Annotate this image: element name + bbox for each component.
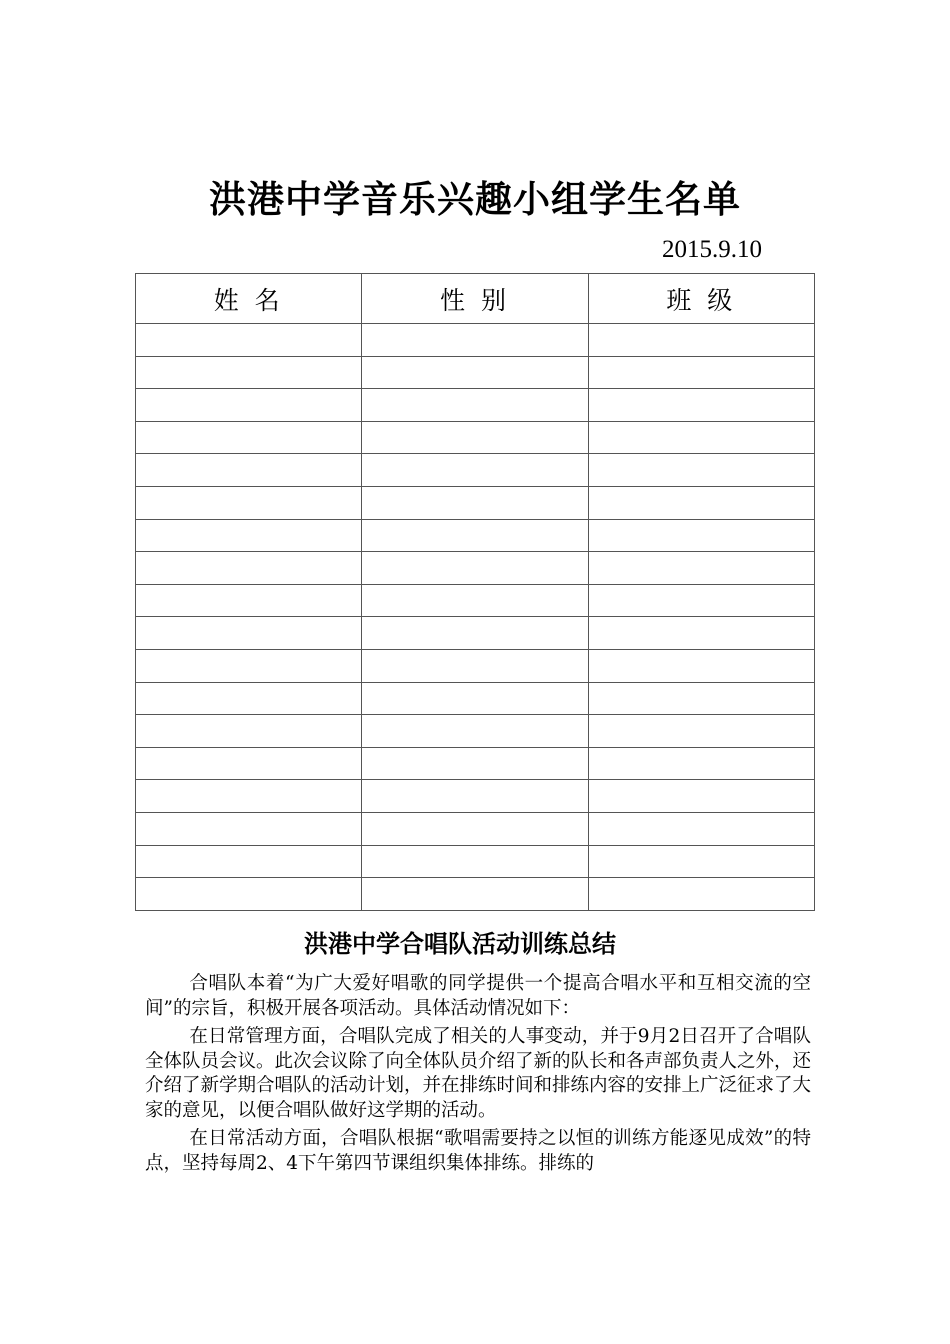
table-cell bbox=[362, 747, 588, 780]
table-row bbox=[136, 584, 815, 617]
document-date: 2015.9.10 bbox=[662, 236, 762, 263]
table-row bbox=[136, 552, 815, 585]
column-header-class: 班 级 bbox=[588, 274, 814, 324]
table-row bbox=[136, 649, 815, 682]
table-cell bbox=[362, 454, 588, 487]
table-cell bbox=[136, 389, 362, 422]
column-header-name: 姓 名 bbox=[136, 274, 362, 324]
table-cell bbox=[362, 356, 588, 389]
table-cell bbox=[362, 552, 588, 585]
table-cell bbox=[588, 584, 814, 617]
table-cell bbox=[136, 715, 362, 748]
table-header-row bbox=[136, 274, 815, 324]
table-cell bbox=[362, 780, 588, 813]
table-cell bbox=[588, 454, 814, 487]
table-cell bbox=[588, 421, 814, 454]
table-cell bbox=[588, 845, 814, 878]
table-row bbox=[136, 715, 815, 748]
table-row bbox=[136, 421, 815, 454]
table-row bbox=[136, 324, 815, 357]
table-cell bbox=[362, 519, 588, 552]
column-header-gender: 性 别 bbox=[362, 274, 588, 324]
table-cell bbox=[362, 389, 588, 422]
table-row bbox=[136, 486, 815, 519]
table-cell bbox=[136, 812, 362, 845]
table-cell bbox=[136, 584, 362, 617]
table-cell bbox=[136, 617, 362, 650]
table-cell bbox=[588, 715, 814, 748]
table-cell bbox=[362, 845, 588, 878]
table-cell bbox=[136, 552, 362, 585]
paragraph: 在日常管理方面，合唱队完成了相关的人事变动，并于9月2日召开了合唱队全体队员会议。此次会议除了向全体队员介绍了新的队长和各声部负责人之外，还介绍了新学期合唱队的活动计划，并在排练时间和排练内容的安排上广泛征求了大家的意见，以便合唱队做好这学期的活动。 bbox=[145, 1026, 812, 1121]
table-cell bbox=[588, 356, 814, 389]
table-row bbox=[136, 356, 815, 389]
table-cell bbox=[362, 421, 588, 454]
table-row bbox=[136, 747, 815, 780]
table-cell bbox=[362, 617, 588, 650]
document-title: 洪港中学音乐兴趣小组学生名单 bbox=[209, 178, 741, 221]
table-body bbox=[136, 324, 815, 911]
table-row bbox=[136, 780, 815, 813]
table-cell bbox=[588, 812, 814, 845]
table-row bbox=[136, 389, 815, 422]
table-row bbox=[136, 682, 815, 715]
summary-body bbox=[145, 972, 811, 1180]
paragraph: 在日常活动方面，合唱队根据“歌唱需要持之以恒的训练方能逐见成效”的特点，坚持每周2、4下午第四节课组织集体排练。排练的 bbox=[145, 1128, 811, 1174]
table-cell bbox=[136, 421, 362, 454]
table-cell bbox=[588, 486, 814, 519]
section-title: 洪港中学合唱队活动训练总结 bbox=[304, 930, 616, 958]
table-row bbox=[136, 845, 815, 878]
table-cell bbox=[136, 454, 362, 487]
table-cell bbox=[136, 356, 362, 389]
table-cell bbox=[362, 878, 588, 911]
table-cell bbox=[588, 747, 814, 780]
table-cell bbox=[136, 486, 362, 519]
table-row bbox=[136, 812, 815, 845]
table-cell bbox=[362, 584, 588, 617]
table-cell bbox=[136, 878, 362, 911]
table-row bbox=[136, 878, 815, 911]
table-cell bbox=[588, 780, 814, 813]
table-cell bbox=[362, 682, 588, 715]
table-cell bbox=[136, 682, 362, 715]
table-cell bbox=[362, 324, 588, 357]
paragraph: 合唱队本着“为广大爱好唱歌的同学提供一个提高合唱水平和互相交流的空间”的宗旨，积极开展各项活动。具体活动情况如下： bbox=[145, 973, 811, 1019]
table-cell bbox=[588, 617, 814, 650]
table-cell bbox=[588, 878, 814, 911]
table-row bbox=[136, 454, 815, 487]
table-row bbox=[136, 519, 815, 552]
table-cell bbox=[136, 747, 362, 780]
table-cell bbox=[588, 552, 814, 585]
table-cell bbox=[136, 519, 362, 552]
table-cell bbox=[362, 649, 588, 682]
table-cell bbox=[362, 812, 588, 845]
table-cell bbox=[588, 682, 814, 715]
table-cell bbox=[588, 389, 814, 422]
table-cell bbox=[362, 715, 588, 748]
table-cell bbox=[588, 649, 814, 682]
table-cell bbox=[588, 324, 814, 357]
table-cell bbox=[136, 649, 362, 682]
table-cell bbox=[362, 486, 588, 519]
table-cell bbox=[136, 780, 362, 813]
table-row bbox=[136, 617, 815, 650]
table-cell bbox=[588, 519, 814, 552]
student-roster-table bbox=[135, 273, 815, 911]
table-cell bbox=[136, 324, 362, 357]
table-cell bbox=[136, 845, 362, 878]
